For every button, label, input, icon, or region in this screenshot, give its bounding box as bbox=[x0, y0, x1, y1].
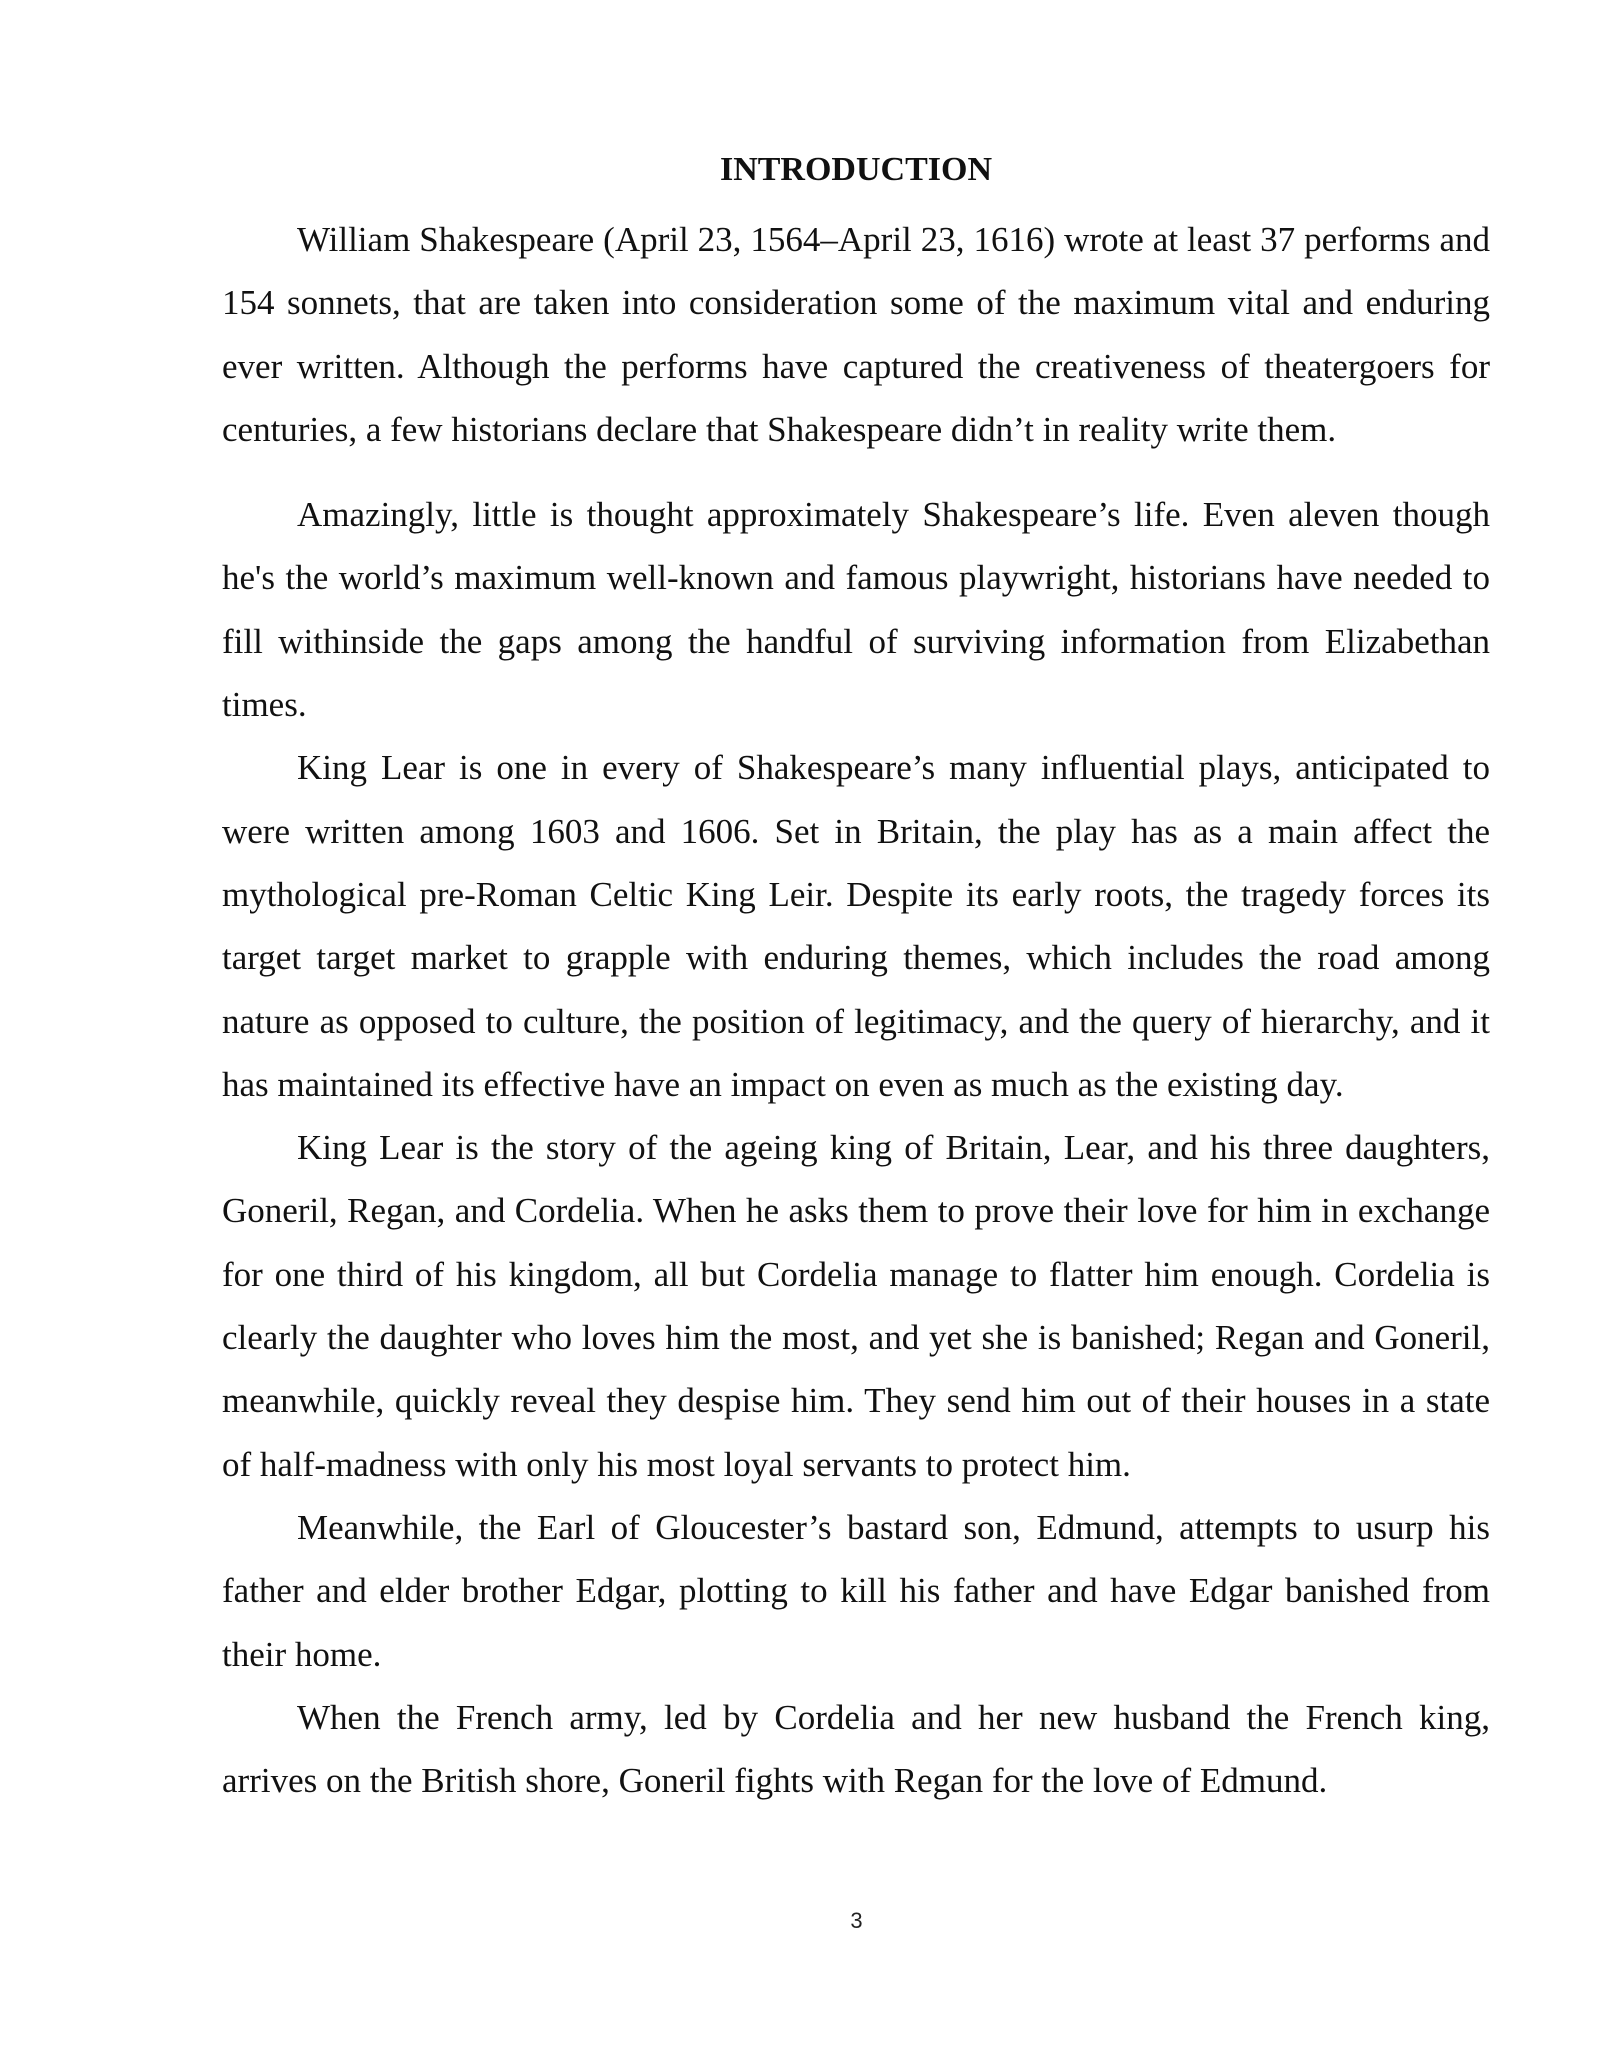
paragraph-4: King Lear is the story of the ageing king of Britain, Lear, and his three daughters, Goneril, Regan, and Cordelia. When he asks them to prove their love for him in exchange for one third of his kingdom, all but Cordelia manage to flatter him enough. Cordelia is clearly the daughter who loves him the most, and yet she is banished; Regan and Goneril, meanwhile, quickly reveal they despise him. They send him out of their houses in a state of half-madness with only his most loyal servants to protect him. bbox=[222, 1128, 1490, 1484]
paragraph-6: When the French army, led by Cordelia and her new husband the French king, arrives on the British shore, Goneril fights with Regan for the love of Edmund. bbox=[222, 1697, 1490, 1801]
paragraph-2: Amazingly, little is thought approximately Shakespeare’s life. Even aleven though he's the world’s maximum well-known and famous playwright, historians have needed to fill withinside the gaps among the handful of surviving information from Elizabethan times. bbox=[222, 495, 1490, 725]
page-number: 3 bbox=[850, 1908, 863, 1933]
page-body bbox=[222, 146, 1490, 1812]
section-heading: INTRODUCTION bbox=[719, 151, 993, 188]
paragraph-5: Meanwhile, the Earl of Gloucester’s bastard son, Edmund, attempts to usurp his father and elder brother Edgar, plotting to kill his father and have Edgar banished from their home. bbox=[222, 1507, 1490, 1674]
paragraph-1: William Shakespeare (April 23, 1564–April 23, 1616) wrote at least 37 performs and 154 sonnets, that are taken into consideration some of the maximum vital and enduring ever written. Although the performs have captured the creativeness of theatergoers for centuries, a few historians declare that Shakespeare didn’t in reality write them. bbox=[222, 220, 1490, 449]
paragraph-3: King Lear is one in every of Shakespeare’s many influential plays, anticipated to were written among 1603 and 1606. Set in Britain, the play has as a main affect the mythological pre-Roman Celtic King Leir. Despite its early roots, the tragedy forces its target target market to grapple with enduring themes, which includes the road among nature as opposed to culture, the position of legitimacy, and the query of hierarchy, and it has maintained its effective have an impact on even as much as the existing day. bbox=[222, 748, 1490, 1104]
